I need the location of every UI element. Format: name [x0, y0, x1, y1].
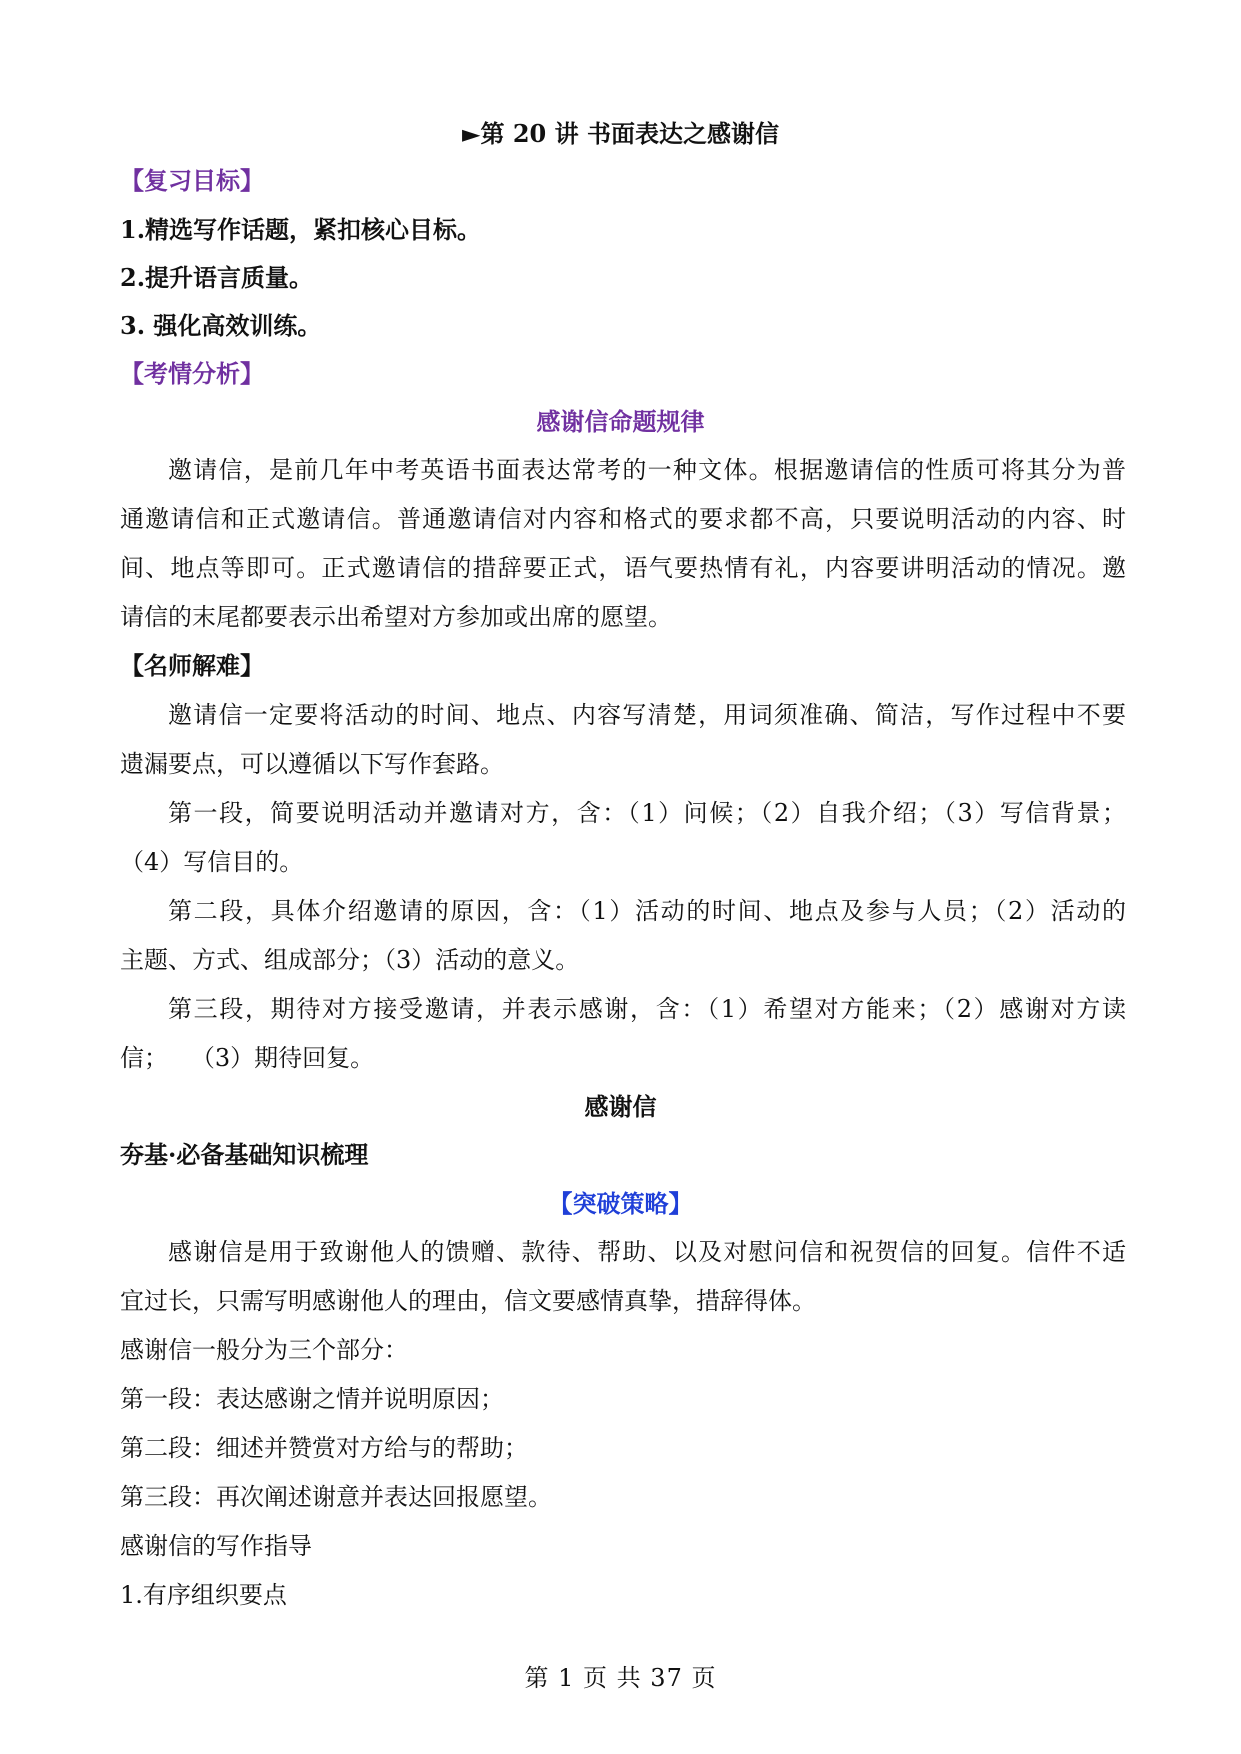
strategy-line: 感谢信的写作指导 — [120, 1532, 312, 1560]
teacher-line: 第二段，具体介绍邀请的原因，含：（1）活动的时间、地点及参与人员；（2）活动的 — [168, 897, 1126, 925]
strategy-line: 第一段：表达感谢之情并说明原因； — [120, 1385, 504, 1413]
basics-heading: 夯基·必备基础知识梳理 — [120, 1140, 369, 1169]
letter-heading: 感谢信 — [584, 1092, 657, 1121]
strategy-line: 感谢信一般分为三个部分： — [120, 1336, 408, 1364]
analysis-line: 间、地点等即可。正式邀请信的措辞要正式，语气要热情有礼，内容要讲明活动的情况。邀 — [120, 554, 1126, 582]
teacher-line: 遗漏要点，可以遵循以下写作套路。 — [120, 750, 504, 778]
rule-heading: 感谢信命题规律 — [536, 407, 705, 436]
goal-item: 2.提升语言质量。 — [120, 263, 314, 292]
analysis-line: 请信的末尾都要表示出希望对方参加或出席的愿望。 — [120, 603, 672, 631]
teacher-line: （4）写信目的。 — [120, 848, 304, 876]
analysis-line: 邀请信，是前几年中考英语书面表达常考的一种文体。根据邀请信的性质可将其分为普 — [168, 456, 1126, 484]
teacher-line: 信； （3）期待回复。 — [120, 1044, 375, 1072]
strategy-line: 宜过长，只需写明感谢他人的理由，信文要感情真挚，措辞得体。 — [120, 1287, 816, 1315]
page-footer: 第 1 页 共 37 页 — [524, 1664, 717, 1692]
section-analysis-heading: 【考情分析】 — [120, 359, 264, 388]
page-title: ►第 20 讲 书面表达之感谢信 — [462, 119, 779, 148]
goal-item: 1.精选写作话题，紧扣核心目标。 — [120, 215, 482, 244]
teacher-line: 邀请信一定要将活动的时间、地点、内容写清楚，用词须准确、简洁，写作过程中不要 — [168, 701, 1126, 729]
strategy-line: 1.有序组织要点 — [120, 1581, 287, 1609]
teacher-line: 第一段，简要说明活动并邀请对方，含：（1）问候；（2）自我介绍；（3）写信背景； — [168, 799, 1126, 827]
strategy-line: 第二段：细述并赞赏对方给与的帮助； — [120, 1434, 528, 1462]
section-review-heading: 【复习目标】 — [120, 166, 264, 195]
analysis-line: 通邀请信和正式邀请信。普通邀请信对内容和格式的要求都不高，只要说明活动的内容、时 — [120, 505, 1126, 533]
section-teacher-heading: 【名师解难】 — [120, 651, 264, 680]
goal-item: 3. 强化高效训练。 — [120, 311, 322, 340]
strategy-heading: 【突破策略】 — [548, 1189, 693, 1218]
teacher-line: 主题、方式、组成部分；（3）活动的意义。 — [120, 946, 580, 974]
teacher-line: 第三段，期待对方接受邀请，并表示感谢，含：（1）希望对方能来；（2）感谢对方读 — [168, 995, 1126, 1023]
strategy-line: 第三段：再次阐述谢意并表达回报愿望。 — [120, 1483, 552, 1511]
strategy-line: 感谢信是用于致谢他人的馈赠、款待、帮助、以及对慰问信和祝贺信的回复。信件不适 — [168, 1238, 1126, 1266]
